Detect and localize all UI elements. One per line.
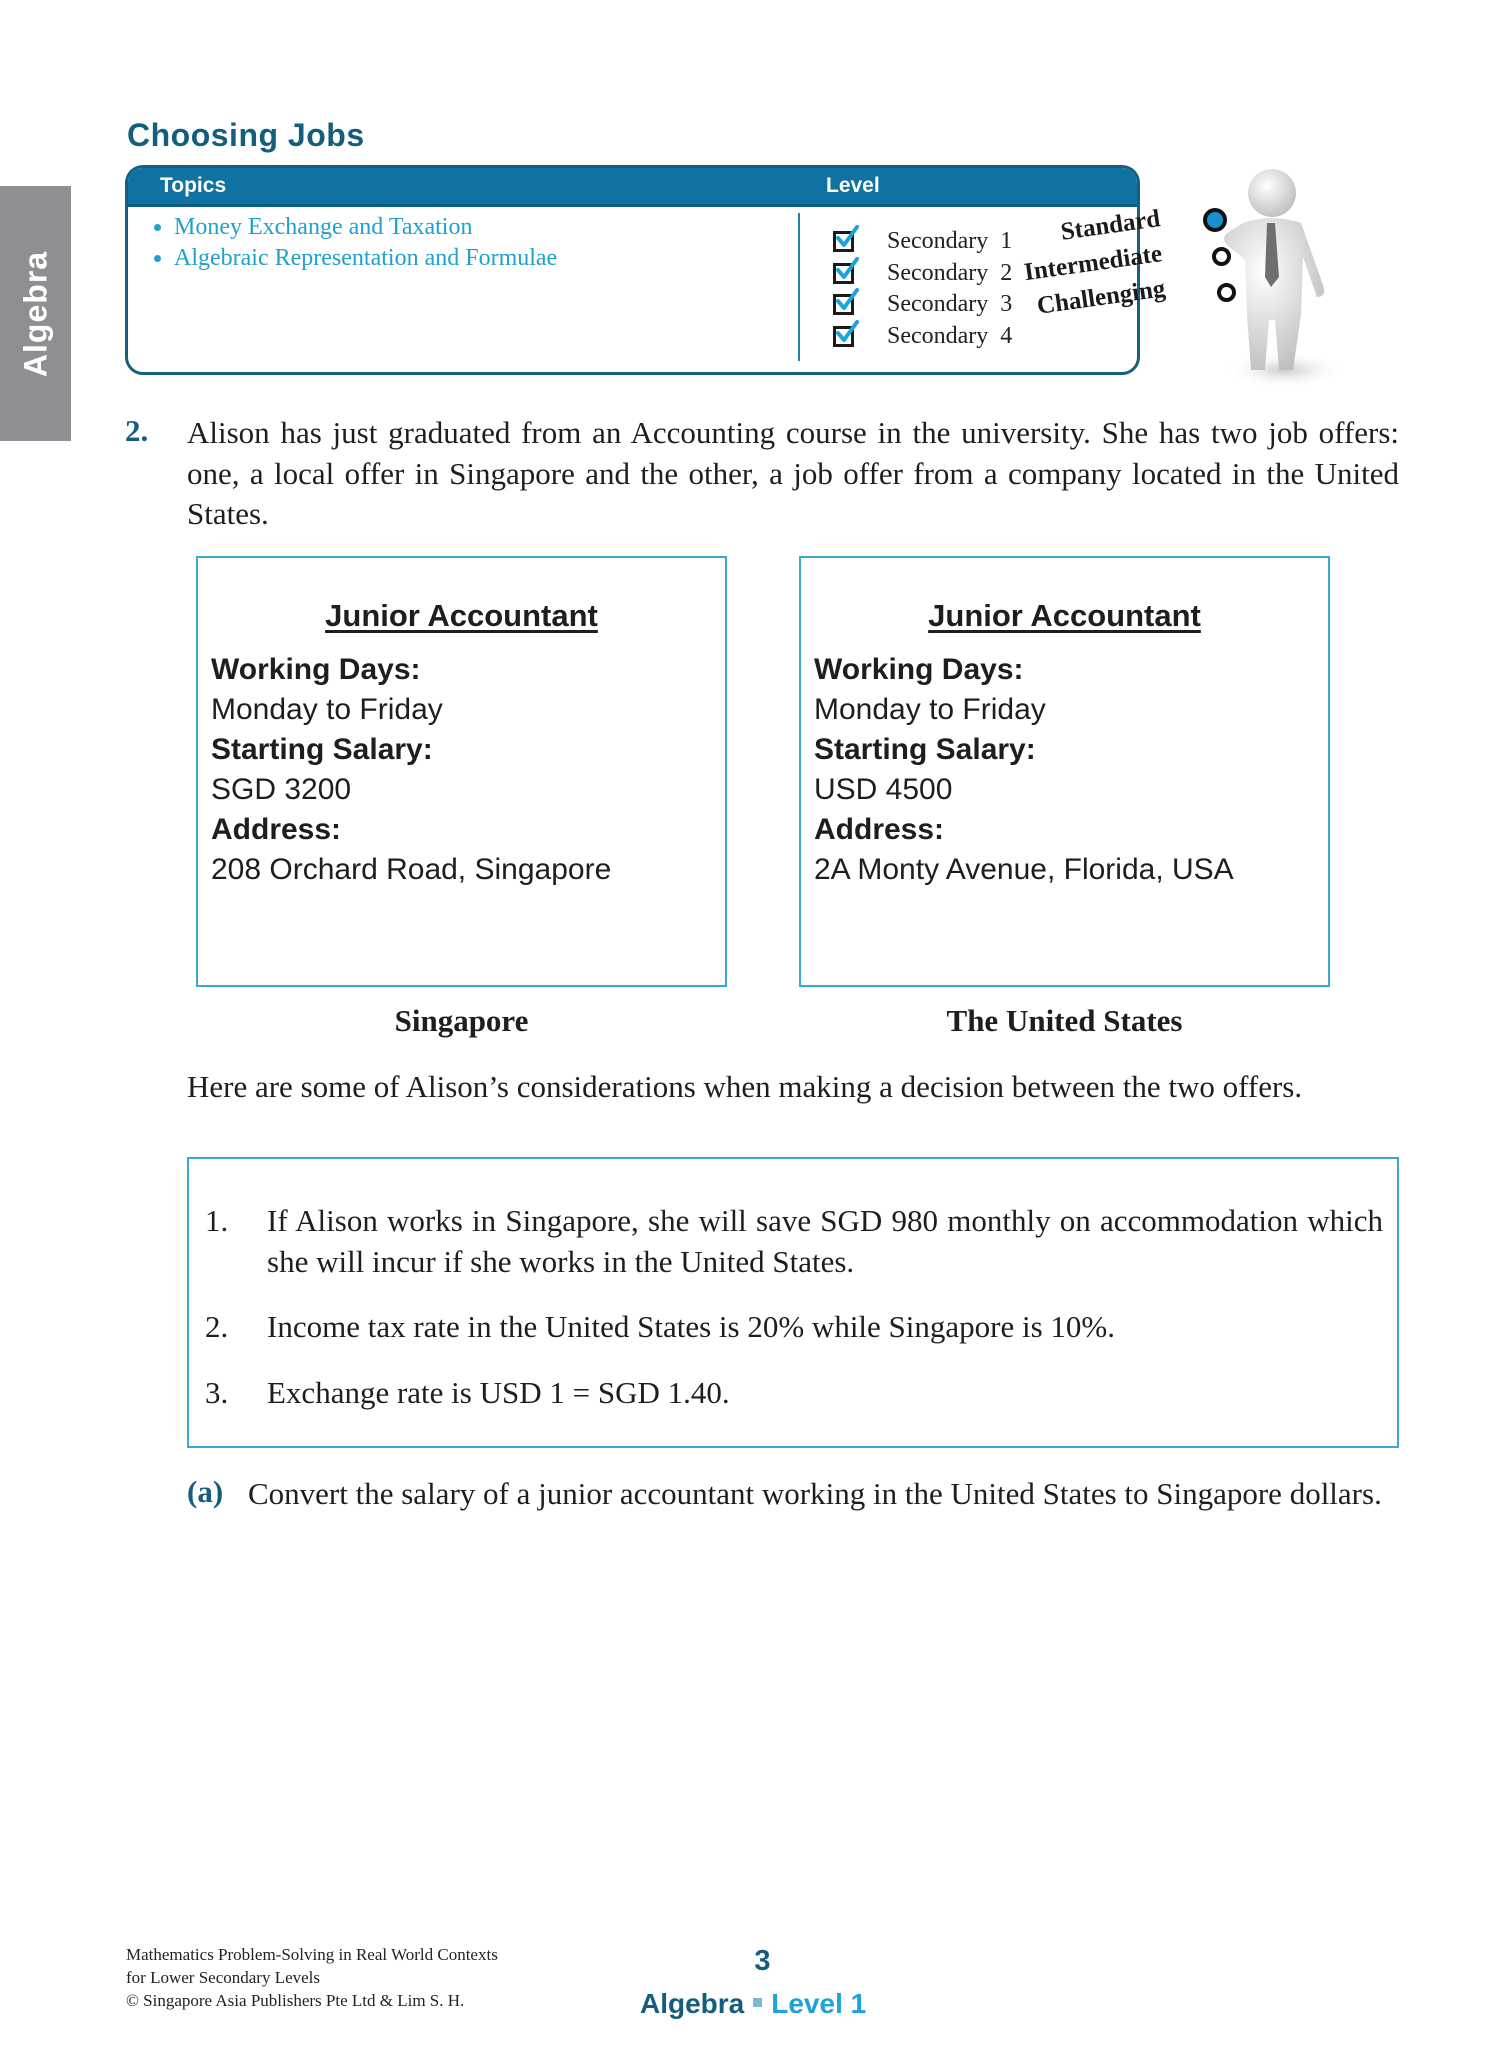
panel-header [128,168,1137,207]
job-offer-card-united-states [799,556,1330,987]
question-intro: Alison has just graduated from an Accounting course in the university. She has two job offers: one, a local offer in Singapore and the other, a job offer from a company located in the United States. [187,415,1399,531]
bullet-icon [154,224,161,231]
job-title: Junior Accountant [928,598,1201,633]
checkbox-checked-icon [833,326,854,347]
level-heading: Level [826,174,880,197]
difficulty-challenging-label: Challenging [1035,275,1167,320]
presenter-figure-illustration [1205,165,1345,390]
separator-square-icon [753,1998,762,2007]
checkbox-checked-icon [833,294,854,315]
working-days-field: Working Days: Monday to Friday [814,653,1046,726]
footer-section-label: Algebra Level 1 [640,1988,867,2019]
difficulty-intermediate-label: Intermediate [1022,240,1164,287]
checkbox-checked-icon [833,231,854,252]
address-field: Address: 208 Orchard Road, Singapore [211,813,612,886]
page-title: Choosing Jobs [127,117,365,153]
topic-level-panel [125,165,1140,375]
topics-list [152,212,557,274]
level-item-secondary-3: Secondary 3 [823,289,1012,321]
section-tab [0,186,71,441]
topic-item: Money Exchange and Taxation [152,212,557,243]
considerations-intro: Here are some of Alison’s considerations when making a decision between the two offers. [187,1069,1303,1104]
consideration-item: 2. Income tax rate in the United States is 20% while Singapore is 10%. [205,1309,1116,1344]
level-item-secondary-2: Secondary 2 [823,258,1012,290]
levels-list [823,226,1012,352]
topic-item: Algebraic Representation and Formulae [152,243,557,274]
page-number: 3 [754,1945,771,1977]
job-title: Junior Accountant [325,598,598,633]
working-days-field: Working Days: Monday to Friday [211,653,443,726]
section-tab-label: Algebra [17,250,53,377]
consideration-item: 3. Exchange rate is USD 1 = SGD 1.40. [205,1375,730,1410]
caption-singapore: Singapore [394,1003,529,1038]
starting-salary-field: Starting Salary: SGD 3200 [211,733,433,806]
caption-united-states: The United States [946,1003,1183,1038]
job-offer-card-singapore [196,556,727,987]
bullet-icon [154,255,161,262]
part-a-label: (a) [187,1474,224,1509]
address-field: Address: 2A Monty Avenue, Florida, USA [814,813,1234,886]
panel-divider [798,213,800,361]
question-number: 2. [125,413,149,448]
difficulty-standard-label: Standard [1058,205,1162,246]
consideration-item: 1. If Alison works in Singapore, she will save SGD 980 monthly on accommodation which she will incur if she works in the United States. [205,1203,1383,1279]
part-a-text: Convert the salary of a junior accountant working in the United States to Singapore dollars. [248,1476,1382,1511]
topics-heading: Topics [160,174,227,197]
considerations-box [187,1157,1399,1448]
starting-salary-field: Starting Salary: USD 4500 [814,733,1036,806]
level-item-secondary-1: Secondary 1 [823,226,1012,258]
level-item-secondary-4: Secondary 4 [823,321,1012,353]
footer-book-info: Mathematics Problem-Solving in Real World Contexts for Lower Secondary Levels © Singapore Asia Publishers Pte Ltd & Lim S. H. [126,1945,498,2010]
checkbox-checked-icon [833,263,854,284]
